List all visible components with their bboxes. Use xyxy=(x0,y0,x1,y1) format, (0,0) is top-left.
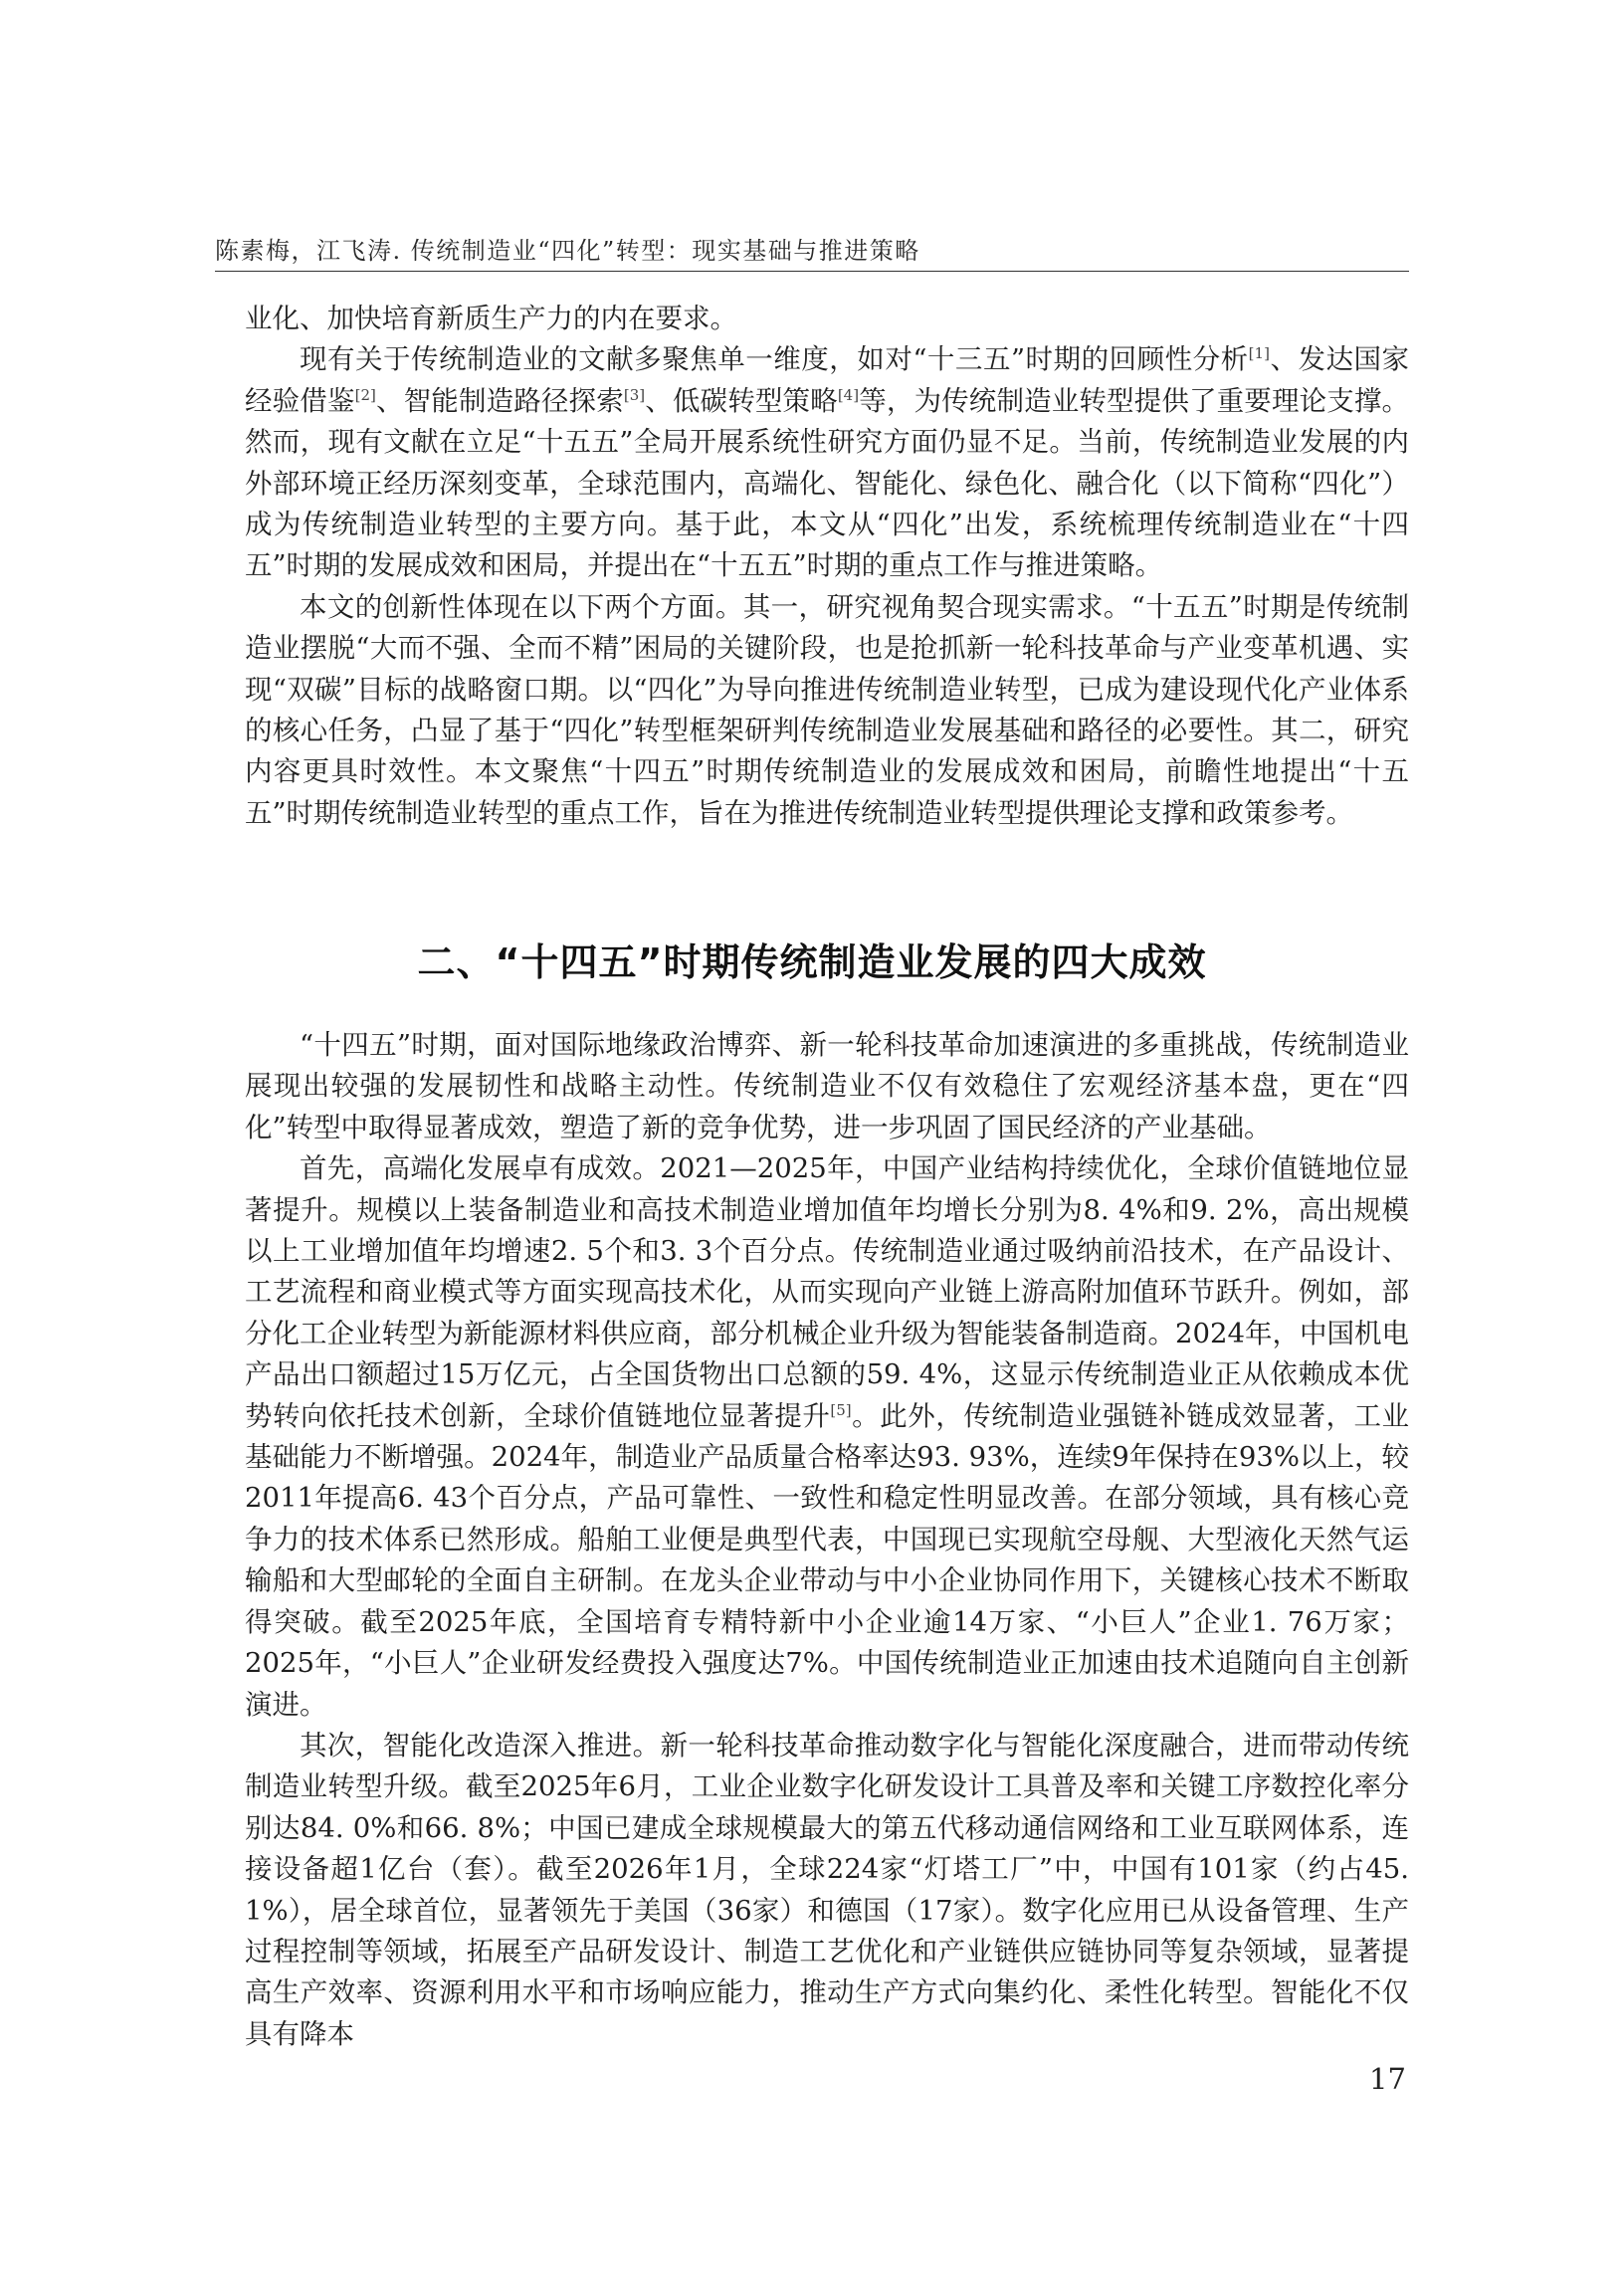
citation-ref-2[interactable]: [2] xyxy=(354,385,376,404)
paragraph-intelligent: 其次，智能化改造深入推进。新一轮科技革命推动数字化与智能化深度融合，进而带动传统制造业转型升级。截至2025年6月，工业企业数字化研发设计工具普及率和关键工序数控化率分别达84. 0%和66. 8%；中国已建成全球规模最大的第五代移动通信网络和工业互联网体系，连接设备超1亿台（套）。截至2026年1月，全球224家“灯塔工厂”中，中国有101家（约占45. 1%），居全球首位，显著领先于美国（36家）和德国（17家）。数字化应用已从设备管理、生产过程控制等领域，拓展至产品研发设计、制造工艺优化和产业链供应链协同等复杂领域，显著提高生产效率、资源利用水平和市场响应能力，推动生产方式向集约化、柔性化转型。智能化不仅具有降本 xyxy=(245,1729,1409,2050)
paragraph-overview: “十四五”时期，面对国际地缘政治博弈、新一轮科技革命加速演进的多重挑战，传统制造业展现出较强的发展韧性和战略主动性。传统制造业不仅有效稳住了宏观经济基本盘，更在“四化”转型中取得显著成效，塑造了新的竞争优势，进一步巩固了国民经济的产业基础。 xyxy=(245,1029,1409,1143)
paragraph-high-end xyxy=(245,1148,1409,1726)
citation-ref-1[interactable]: [1] xyxy=(1248,344,1270,363)
citation-ref-3[interactable]: [3] xyxy=(623,385,646,404)
header-rule xyxy=(215,271,1409,272)
page-number: 17 xyxy=(1369,2062,1406,2096)
text-run: 、发达国家经验借鉴 xyxy=(245,343,1409,417)
text-run: 首先，高端化发展卓有成效。2021—2025年，中国产业结构持续优化，全球价值链地位显著提升。规模以上装备制造业和高技术制造业增加值年均增长分别为8. 4%和9. 2%，高出规模以上工业增加值年均增速2. 5个和3. 3个百分点。传统制造业通过吸纳前沿技术，在产品设计、工艺流程和商业模式等方面实现高技术化，从而实现向产业链上游高附加值环节跃升。例如，部分化工企业转型为新能源材料供应商，部分机械企业升级为智能装备制造商。2024年，中国机电产品出口额超过15万亿元，占全国货物出口总额的59. 4%，这显示传统制造业正从依赖成本优势转向依托技术创新，全球价值链地位显著提升 xyxy=(245,1152,1409,1432)
text-run: 。此外，传统制造业强链补链成效显著，工业基础能力不断增强。2024年，制造业产品质量合格率达93. 93%，连续9年保持在93%以上，较2011年提高6. 43个百分点，产品可靠性、一致性和稳定性明显改善。在部分领域，具有核心竞争力的技术体系已然形成。船舶工业便是典型代表，中国现已实现航空母舰、大型液化天然气运输船和大型邮轮的全面自主研制。在龙头企业带动与中小企业协同作用下，关键核心技术不断取得突破。截至2025年底，全国培育专精特新中小企业逾14万家、“小巨人”企业1. 76万家；2025年，“小巨人”企业研发经费投入强度达7%。中国传统制造业正加速由技术追随向自主创新演进。 xyxy=(245,1399,1410,1721)
citation-ref-4[interactable]: [4] xyxy=(837,385,860,404)
section-heading: 二、“十四五”时期传统制造业发展的四大成效 xyxy=(417,940,1207,984)
paragraph-continued: 业化、加快培育新质生产力的内在要求。 xyxy=(245,303,737,334)
text-run: 、智能制造路径探索 xyxy=(375,384,624,417)
text-run: 等，为传统制造业转型提供了重要理论支撑。然而，现有文献在立足“十五五”全局开展系统性研究方面仍显不足。当前，传统制造业发展的内外部环境正经历深刻变革，全球范围内，高端化、智能化、绿色化、融合化（以下简称“四化”）成为传统制造业转型的主要方向。基于此，本文从“四化”出发，系统梳理传统制造业在“十四五”时期的发展成效和困局，并提出在“十五五”时期的重点工作与推进策略。 xyxy=(245,384,1410,582)
citation-ref-5[interactable]: [5] xyxy=(830,1400,852,1419)
paragraph-innovation: 本文的创新性体现在以下两个方面。其一，研究视角契合现实需求。“十五五”时期是传统制造业摆脱“大而不强、全而不精”困局的关键阶段，也是抢抓新一轮科技革命与产业变革机遇、实现“双碳”目标的战略窗口期。以“四化”为导向推进传统制造业转型，已成为建设现代化产业体系的核心任务，凸显了基于“四化”转型框架研判传统制造业发展基础和路径的必要性。其二，研究内容更具时效性。本文聚焦“十四五”时期传统制造业的发展成效和困局，前瞻性地提出“十五五”时期传统制造业转型的重点工作，旨在为推进传统制造业转型提供理论支撑和政策参考。 xyxy=(245,590,1409,829)
text-run: 现有关于传统制造业的文献多聚焦单一维度，如对“十三五”时期的回顾性分析 xyxy=(300,343,1249,376)
paragraph-literature-review xyxy=(245,339,1409,586)
intro-text-block xyxy=(245,299,1409,834)
section-text-block xyxy=(245,1025,1409,2055)
text-run: 、低碳转型策略 xyxy=(645,384,838,417)
running-head: 陈素梅，江飞涛. 传统制造业“四化”转型：现实基础与推进策略 xyxy=(215,237,920,265)
